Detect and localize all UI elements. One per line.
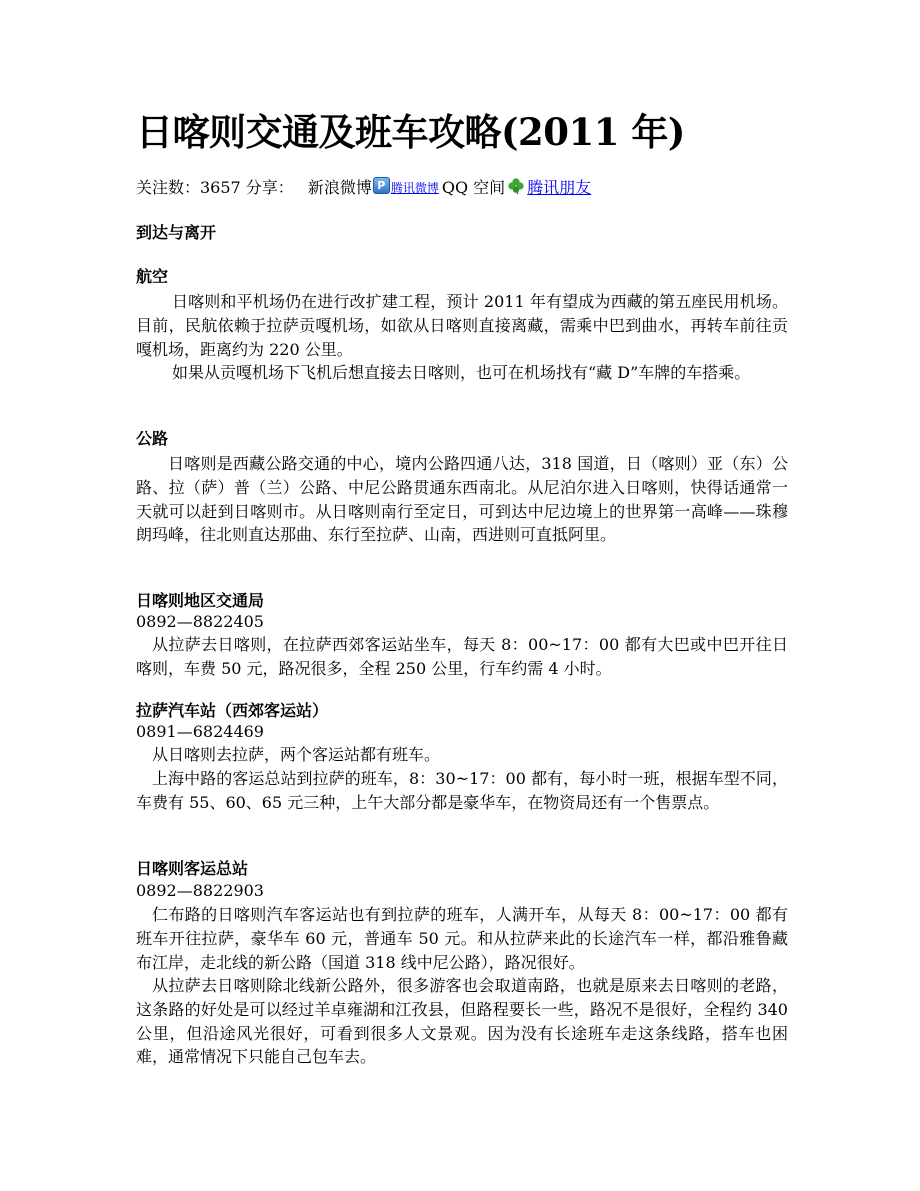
sina-weibo-share[interactable]: 新浪微博 bbox=[307, 178, 372, 197]
qzone-share[interactable]: QQ 空间 bbox=[441, 178, 506, 197]
transport-bureau-paragraph: 从拉萨去日喀则，在拉萨西郊客运站坐车，每天 8：00~17：00 都有大巴或中巴开往日喀则，车费 50 元，路况很多，全程 250 公里，行车约需 4 小时。 bbox=[136, 635, 788, 678]
share-bar bbox=[136, 176, 591, 200]
clover-icon[interactable] bbox=[507, 177, 525, 195]
aviation-paragraph-1: 日喀则和平机场仍在进行改扩建工程，预计 2011 年有望成为西藏的第五座民用机场。目前，民航依赖于拉萨贡嘎机场，如欲从日喀则直接离藏，需乘中巴到曲水，再转车前往贡嘎机场，距离约为 220 公里。 bbox=[136, 292, 788, 359]
lhasa-station-phone: 0891—6824469 bbox=[136, 722, 264, 741]
transport-bureau-phone: 0892—8822405 bbox=[136, 612, 264, 631]
tencent-friends-link[interactable]: 腾讯朋友 bbox=[527, 178, 592, 197]
shigatse-station-phone: 0892—8822903 bbox=[136, 881, 264, 900]
heading-road: 公路 bbox=[136, 429, 169, 448]
page-title: 日喀则交通及班车攻略(2011 年) bbox=[136, 110, 685, 154]
follow-count-label: 关注数：3657 分享： bbox=[136, 178, 294, 197]
road-paragraph-1: 日喀则是西藏公路交通的中心，境内公路四通八达，318 国道，日（喀则）亚（东）公路、拉（萨）普（兰）公路、中尼公路贯通东西南北。从尼泊尔进入日喀则，快得话通常一天就可以赶到日喀则市。从日喀则南行至定日，可到达中尼边境上的世界第一高峰——珠穆朗玛峰，往北则直达那曲、东行至拉萨、山南，西进则可直抵阿里。 bbox=[136, 454, 788, 545]
heading-shigatse-station: 日喀则客运总站 bbox=[136, 859, 249, 878]
lhasa-station-paragraph-2: 上海中路的客运总站到拉萨的班车，8：30~17：00 都有，每小时一班，根据车型不同，车费有 55、60、65 元三种，上午大部分都是豪华车，在物资局还有一个售票点。 bbox=[136, 769, 788, 812]
heading-transport-bureau: 日喀则地区交通局 bbox=[136, 591, 265, 610]
shigatse-station-paragraph-1: 仁布路的日喀则汽车客运站也有到拉萨的班车，人满开车，从每天 8：00~17：00 都有班车开往拉萨，豪华车 60 元，普通车 50 元。和从拉萨来此的长途汽车一样，都沿雅鲁藏布江岸，走北线的新公路（国道 318 线中尼公路），路况很好。 bbox=[136, 905, 788, 972]
shigatse-station-paragraph-2: 从拉萨去日喀则除北线新公路外，很多游客也会取道南路，也就是原来去日喀则的老路，这条路的好处是可以经过羊卓雍湖和江孜县，但路程要长一些，路况不是很好，全程约 340 公里，但沿途风光很好，可看到很多人文景观。因为没有长途班车走这条线路，搭车也困难，通常情况下只能自己包车去。 bbox=[136, 976, 788, 1067]
tencent-weibo-icon[interactable]: P bbox=[373, 177, 390, 194]
lhasa-station-paragraph-1: 从日喀则去拉萨，两个客运站都有班车。 bbox=[152, 745, 441, 764]
heading-lhasa-station: 拉萨汽车站（西郊客运站） bbox=[136, 701, 329, 720]
heading-arrive-leave: 到达与离开 bbox=[136, 223, 217, 242]
heading-aviation: 航空 bbox=[136, 267, 169, 286]
tencent-weibo-link[interactable]: 腾讯微博 bbox=[390, 181, 439, 195]
aviation-paragraph-2: 如果从贡嘎机场下飞机后想直接去日喀则，也可在机场找有“藏 D”车牌的车搭乘。 bbox=[172, 363, 751, 382]
